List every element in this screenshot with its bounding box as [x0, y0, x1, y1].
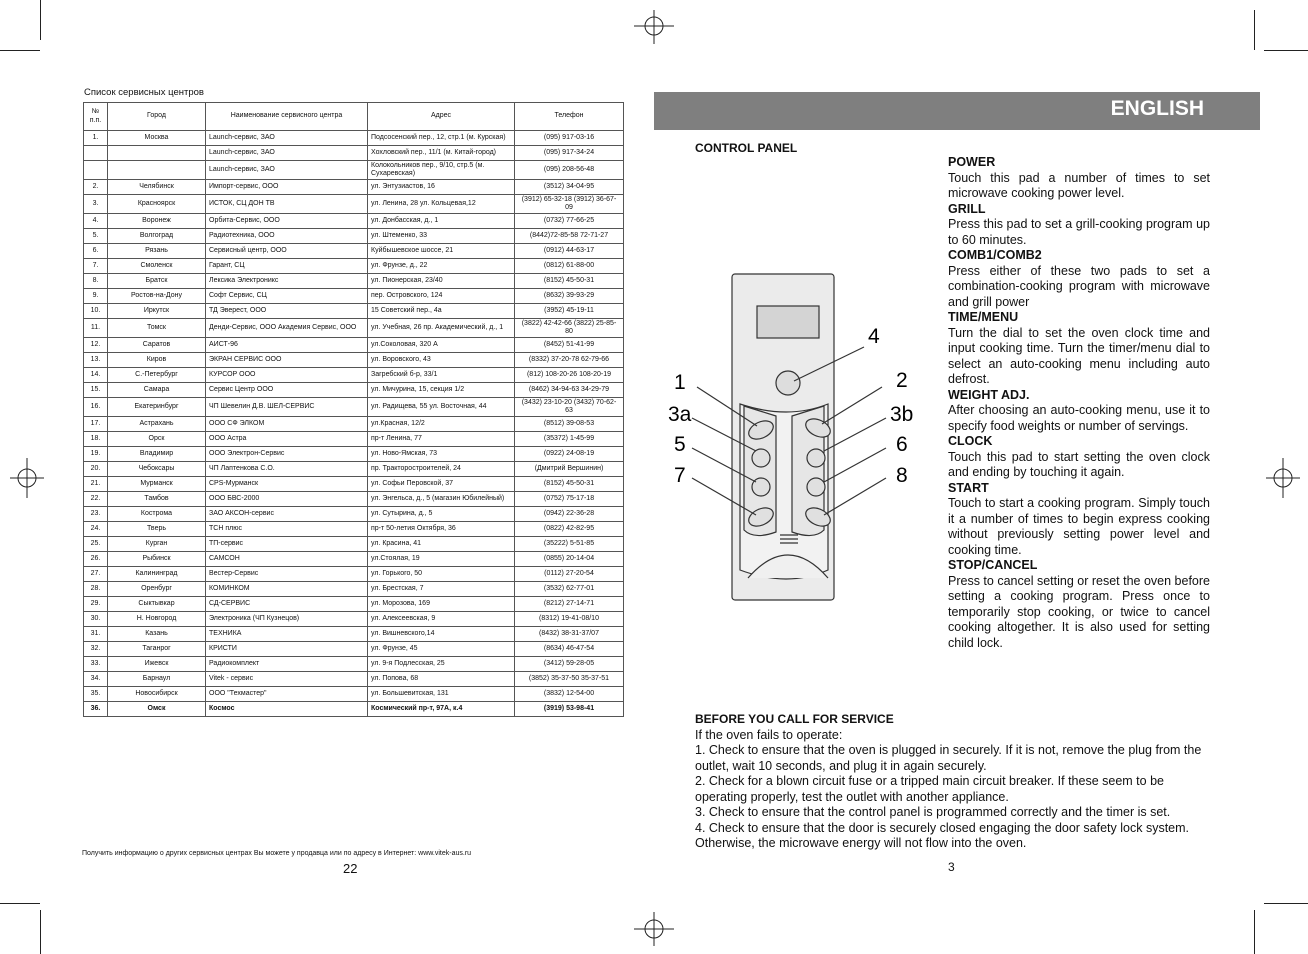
cell-name: СД-СЕРВИС — [206, 597, 368, 612]
cell-name: Vitek - сервис — [206, 672, 368, 687]
cell-phone: (8632) 39-93-29 — [515, 289, 624, 304]
control-panel-illustration — [664, 270, 924, 610]
cell-phone: (8312) 19-41-08/10 — [515, 612, 624, 627]
crop-mark — [1254, 10, 1255, 50]
cell-address: ул. Фрунзе, 45 — [368, 642, 515, 657]
desc-weight-adj: After choosing an auto-cooking menu, use it to specify food weights or number of servings. — [948, 403, 1210, 433]
cell-name: Launch-сервис, ЗАО — [206, 161, 368, 180]
service-line: 4. Check to ensure that the door is securely closed engaging the door safety lock system. Otherwise, the microwave energy will not flow into the oven. — [695, 820, 1190, 850]
cell-city: Астрахань — [108, 417, 206, 432]
cell-address: ул. Вишневского,14 — [368, 627, 515, 642]
cell-name: ЧП Лаптенкова С.О. — [206, 462, 368, 477]
table-row — [84, 432, 624, 447]
table-row — [84, 657, 624, 672]
cell-phone: (0922) 24-08-19 — [515, 447, 624, 462]
crop-mark — [1264, 50, 1308, 51]
desc-start: Touch to start a cooking program. Simply touch it a number of times to begin express cooking without previously setting power level and cooking time. — [948, 496, 1210, 557]
control-descriptions — [948, 155, 1210, 651]
table-row — [84, 319, 624, 338]
cell-city: Томск — [108, 319, 206, 338]
registration-mark — [1266, 458, 1300, 498]
cell-city: Кострома — [108, 507, 206, 522]
term-comb: COMB1/COMB2 — [948, 248, 1042, 262]
cell-city: Рязань — [108, 244, 206, 259]
cell-num: 21. — [84, 477, 108, 492]
cell-city: Иркутск — [108, 304, 206, 319]
cell-city: Самара — [108, 383, 206, 398]
control-panel-title: CONTROL PANEL — [695, 141, 798, 155]
cell-num: 30. — [84, 612, 108, 627]
cell-num: 20. — [84, 462, 108, 477]
column-header-num: № п.п. — [84, 103, 108, 131]
cell-name: Импорт-сервис, ООО — [206, 180, 368, 195]
table-row — [84, 627, 624, 642]
cell-address: ул.Красная, 12/2 — [368, 417, 515, 432]
table-row — [84, 642, 624, 657]
cell-phone: (Дмитрий Вершинин) — [515, 462, 624, 477]
table-row — [84, 462, 624, 477]
cell-name: КРИСТИ — [206, 642, 368, 657]
cell-address: Подсосенский пер., 12, стр.1 (м. Курская) — [368, 131, 515, 146]
cell-phone: (3412) 59-28-05 — [515, 657, 624, 672]
desc-grill: Press this pad to set a grill-cooking program up to 60 minutes. — [948, 217, 1210, 247]
cell-phone: (3832) 12-54-00 — [515, 687, 624, 702]
cell-name: ЭКРАН СЕРВИС ООО — [206, 353, 368, 368]
cell-num: 33. — [84, 657, 108, 672]
cell-name: САМСОН — [206, 552, 368, 567]
cell-name: Launch-сервис, ЗАО — [206, 131, 368, 146]
cell-phone: (0855) 20-14-04 — [515, 552, 624, 567]
cell-name: ЧП Шевелин Д.В. ШЕЛ-СЕРВИС — [206, 398, 368, 417]
cell-num: 28. — [84, 582, 108, 597]
service-section — [695, 712, 1211, 852]
cell-num: 15. — [84, 383, 108, 398]
callout-3a: 3a — [668, 403, 692, 426]
term-weight-adj: WEIGHT ADJ. — [948, 387, 1030, 402]
service-line: 3. Check to ensure that the control panel is programmed correctly and the timer is set. — [695, 805, 1171, 819]
cell-city: Киров — [108, 353, 206, 368]
cell-name: АИСТ-96 — [206, 338, 368, 353]
cell-city: Владимир — [108, 447, 206, 462]
cell-city: Смоленск — [108, 259, 206, 274]
cell-name: CPS-Мурманск — [206, 477, 368, 492]
cell-name: Сервис Центр ООО — [206, 383, 368, 398]
table-row — [84, 180, 624, 195]
crop-mark — [40, 0, 41, 40]
service-line: If the oven fails to operate: — [695, 727, 843, 742]
registration-mark — [634, 912, 674, 946]
cell-phone: (3912) 65-32-18 (3912) 36-67-09 — [515, 195, 624, 214]
cell-name: Радиокомплект — [206, 657, 368, 672]
cell-address: ул. Брестская, 7 — [368, 582, 515, 597]
table-row — [84, 522, 624, 537]
cell-address: пер. Островского, 124 — [368, 289, 515, 304]
cell-num: 8. — [84, 274, 108, 289]
cell-name: Орбита-Сервис, ООО — [206, 214, 368, 229]
cell-num: 5. — [84, 229, 108, 244]
cell-city — [108, 161, 206, 180]
cell-city: Калининград — [108, 567, 206, 582]
cell-address: ул. Алексеевская, 9 — [368, 612, 515, 627]
service-title: BEFORE YOU CALL FOR SERVICE — [695, 712, 894, 726]
cell-city: Волгоград — [108, 229, 206, 244]
table-row — [84, 537, 624, 552]
crop-mark — [0, 50, 40, 51]
language-label: ENGLISH — [1110, 97, 1204, 120]
crop-mark — [1254, 910, 1255, 954]
button-6 — [807, 449, 825, 467]
cell-num: 18. — [84, 432, 108, 447]
cell-name: Launch-сервис, ЗАО — [206, 146, 368, 161]
cell-name: ИСТОК, СЦ ДОН ТВ — [206, 195, 368, 214]
table-row — [84, 612, 624, 627]
cell-num: 11. — [84, 319, 108, 338]
cell-address: 15 Советский пер., 4а — [368, 304, 515, 319]
table-header-row — [84, 103, 624, 131]
cell-num: 23. — [84, 507, 108, 522]
cell-phone: (095) 917-03-16 — [515, 131, 624, 146]
cell-num: 10. — [84, 304, 108, 319]
cell-city: Новосибирск — [108, 687, 206, 702]
table-row — [84, 244, 624, 259]
cell-city: Оренбург — [108, 582, 206, 597]
cell-phone: (3852) 35-37-50 35-37-51 — [515, 672, 624, 687]
table-row — [84, 702, 624, 717]
cell-num: 31. — [84, 627, 108, 642]
cell-name: ТД Эверест, ООО — [206, 304, 368, 319]
button-8 — [807, 478, 825, 496]
desc-clock: Touch this pad to start setting the oven clock and ending by touching it again. — [948, 449, 1210, 479]
cell-num: 12. — [84, 338, 108, 353]
cell-city: Ижевск — [108, 657, 206, 672]
cell-address: Колокольников пер., 9/10, стр.5 (м. Сухаревская) — [368, 161, 515, 180]
cell-name: Космос — [206, 702, 368, 717]
callout-4: 4 — [868, 325, 880, 348]
table-row — [84, 417, 624, 432]
cell-address: ул. Красина, 41 — [368, 537, 515, 552]
cell-num: 22. — [84, 492, 108, 507]
cell-address: ул. Учебная, 26 пр. Академический, д., 1 — [368, 319, 515, 338]
cell-phone: (0812) 61-88-00 — [515, 259, 624, 274]
cell-phone: (3919) 53-98-41 — [515, 702, 624, 717]
desc-time-menu: Turn the dial to set the oven clock time and input cooking time. Turn the timer/menu dial to select an auto-cooking menu including auto defrost. — [948, 325, 1210, 386]
cell-city: Сыктывкар — [108, 597, 206, 612]
cell-num: 4. — [84, 214, 108, 229]
table-row — [84, 552, 624, 567]
callout-3b: 3b — [890, 403, 914, 426]
cell-num: 24. — [84, 522, 108, 537]
cell-num: 17. — [84, 417, 108, 432]
table-row — [84, 146, 624, 161]
cell-address: ул. Штеменко, 33 — [368, 229, 515, 244]
cell-phone: (8332) 37-20-78 62-79-66 — [515, 353, 624, 368]
registration-mark — [634, 10, 674, 44]
cell-city: Красноярск — [108, 195, 206, 214]
cell-name: Софт Сервис, СЦ — [206, 289, 368, 304]
callout-2: 2 — [896, 369, 908, 392]
cell-num: 1. — [84, 131, 108, 146]
cell-address: ул. Большевитская, 131 — [368, 687, 515, 702]
callout-8: 8 — [896, 464, 908, 487]
cell-num: 6. — [84, 244, 108, 259]
term-start: START — [948, 480, 989, 495]
cell-num: 16. — [84, 398, 108, 417]
callout-6: 6 — [896, 433, 908, 456]
column-header-address: Адрес — [368, 103, 515, 131]
service-line: 1. Check to ensure that the oven is plugged in securely. If it is not, remove the plug from the outlet, wait 10 seconds, and plug it in again securely. — [695, 743, 1202, 773]
cell-name: Лексика Электроникс — [206, 274, 368, 289]
table-row — [84, 582, 624, 597]
cell-phone: (0752) 75-17-18 — [515, 492, 624, 507]
cell-address: ул. Донбасская, д., 1 — [368, 214, 515, 229]
cell-num: 36. — [84, 702, 108, 717]
table-row — [84, 214, 624, 229]
button-5 — [752, 449, 770, 467]
table-row — [84, 567, 624, 582]
cell-phone: (35372) 1-45-99 — [515, 432, 624, 447]
cell-num: 9. — [84, 289, 108, 304]
cell-city: Саратов — [108, 338, 206, 353]
table-row — [84, 398, 624, 417]
table-row — [84, 447, 624, 462]
cell-address: Космический пр-т, 97А, к.4 — [368, 702, 515, 717]
cell-address: ул. Попова, 68 — [368, 672, 515, 687]
table-row — [84, 383, 624, 398]
cell-city: Челябинск — [108, 180, 206, 195]
desc-stop-cancel: Press to cancel setting or reset the oven before setting a cooking program. Press once to temporarily stop cooking, or twice to cancel cooking altogether. It is also used for setting child lock. — [948, 573, 1210, 650]
cell-city: Н. Новгород — [108, 612, 206, 627]
display-window — [757, 306, 819, 338]
cell-phone: (8442)72-85-58 72-71-27 — [515, 229, 624, 244]
cell-city: Ростов-на-Дону — [108, 289, 206, 304]
cell-phone: (0942) 22-36-28 — [515, 507, 624, 522]
cell-address: пр-т 50-летия Октября, 36 — [368, 522, 515, 537]
cell-address: ул. Софьи Перовской, 37 — [368, 477, 515, 492]
table-row — [84, 229, 624, 244]
page-number-right: 3 — [948, 860, 955, 874]
cell-address: Хохловский пер., 11/1 (м. Китай-город) — [368, 146, 515, 161]
cell-num: 13. — [84, 353, 108, 368]
cell-num: 7. — [84, 259, 108, 274]
cell-name: Вестер-Сервис — [206, 567, 368, 582]
cell-city: Москва — [108, 131, 206, 146]
cell-address: ул. Морозова, 169 — [368, 597, 515, 612]
cell-name: Денди-Сервис, ООО Академия Сервис, ООО — [206, 319, 368, 338]
cell-address: ул.Стоялая, 19 — [368, 552, 515, 567]
cell-city: Орск — [108, 432, 206, 447]
crop-mark — [40, 910, 41, 954]
cell-phone: (8634) 46-47-54 — [515, 642, 624, 657]
desc-power: Touch this pad a number of times to set microwave cooking power level. — [948, 170, 1210, 200]
cell-address: ул. Ново-Ямская, 73 — [368, 447, 515, 462]
cell-name: ООО Астра — [206, 432, 368, 447]
cell-address: Загребский б-р, 33/1 — [368, 368, 515, 383]
cell-phone: (8152) 45-50-31 — [515, 477, 624, 492]
table-row — [84, 195, 624, 214]
cell-num: 3. — [84, 195, 108, 214]
cell-name: ООО БВС-2000 — [206, 492, 368, 507]
cell-name: ТЕХНИКА — [206, 627, 368, 642]
callout-1: 1 — [674, 371, 686, 394]
cell-city: Екатеринбург — [108, 398, 206, 417]
cell-phone: (8212) 27-14-71 — [515, 597, 624, 612]
cell-phone: (8452) 51-41-99 — [515, 338, 624, 353]
cell-name: Сервисный центр, ООО — [206, 244, 368, 259]
dial-knob — [776, 371, 800, 395]
cell-address: ул. Пионерская, 23/40 — [368, 274, 515, 289]
cell-phone: (8152) 45-50-31 — [515, 274, 624, 289]
cell-address: ул. Фрунзе, д., 22 — [368, 259, 515, 274]
cell-phone: (0112) 27-20-54 — [515, 567, 624, 582]
cell-num — [84, 146, 108, 161]
cell-city: Воронеж — [108, 214, 206, 229]
cell-city: Рыбинск — [108, 552, 206, 567]
table-row — [84, 131, 624, 146]
cell-phone: (35222) 5-51-85 — [515, 537, 624, 552]
cell-phone: (0732) 77-66-25 — [515, 214, 624, 229]
cell-phone: (8462) 34-94-63 34-29-79 — [515, 383, 624, 398]
cell-city: Омск — [108, 702, 206, 717]
cell-city: Чебоксары — [108, 462, 206, 477]
cell-name: ТП-сервис — [206, 537, 368, 552]
term-grill: GRILL — [948, 201, 986, 216]
callout-5: 5 — [674, 433, 686, 456]
cell-city: Тверь — [108, 522, 206, 537]
registration-mark — [10, 458, 44, 498]
cell-address: ул. Горького, 50 — [368, 567, 515, 582]
cell-address: пр-т Ленина, 77 — [368, 432, 515, 447]
footnote: Получить информацию о других сервисных центрах Вы можете у продавца или по адресу в Интернет: www.vitek-aus.ru — [82, 850, 472, 857]
cell-city: Мурманск — [108, 477, 206, 492]
cell-city: Барнаул — [108, 672, 206, 687]
table-row — [84, 353, 624, 368]
cell-address: пр. Тракторостроителей, 24 — [368, 462, 515, 477]
language-banner — [654, 92, 1260, 130]
table-row — [84, 597, 624, 612]
table-row — [84, 289, 624, 304]
term-time-menu: TIME/MENU — [948, 310, 1019, 324]
cell-phone: (8432) 38-31-37/07 — [515, 627, 624, 642]
cell-phone: (095) 917-34-24 — [515, 146, 624, 161]
term-clock: CLOCK — [948, 434, 993, 448]
cell-address: ул. Мичурина, 15, секция 1/2 — [368, 383, 515, 398]
cell-num: 19. — [84, 447, 108, 462]
column-header-phone: Телефон — [515, 103, 624, 131]
desc-comb: Press either of these two pads to set a combination-cooking program with microwave and grill power — [948, 263, 1210, 309]
cell-name: КОМИНКОМ — [206, 582, 368, 597]
cell-address: Куйбышевское шоссе, 21 — [368, 244, 515, 259]
table-caption: Список сервисных центров — [84, 87, 204, 98]
table-row — [84, 492, 624, 507]
cell-city: С.-Петербург — [108, 368, 206, 383]
cell-name: ООО "Техмастер" — [206, 687, 368, 702]
cell-num: 29. — [84, 597, 108, 612]
cell-city — [108, 146, 206, 161]
callout-7: 7 — [674, 464, 686, 487]
service-line: 2. Check for a blown circuit fuse or a tripped main circuit breaker. If these seem to be operating properly, test the outlet with another appliance. — [695, 774, 1164, 804]
cell-num: 14. — [84, 368, 108, 383]
cell-phone: (3952) 45-19-11 — [515, 304, 624, 319]
table-row — [84, 687, 624, 702]
crop-mark — [1264, 903, 1308, 904]
cell-num: 27. — [84, 567, 108, 582]
cell-address: ул. Энгельса, д., 5 (магазин Юбилейный) — [368, 492, 515, 507]
cell-name: Гарант, СЦ — [206, 259, 368, 274]
cell-name: КУРСОР ООО — [206, 368, 368, 383]
cell-phone: (812) 108-20-26 108-20-19 — [515, 368, 624, 383]
cell-num: 35. — [84, 687, 108, 702]
cell-phone: (095) 208-56-48 — [515, 161, 624, 180]
cell-phone: (3512) 34-04-95 — [515, 180, 624, 195]
crop-mark — [0, 903, 40, 904]
table-body — [84, 131, 624, 717]
cell-name: Электроника (ЧП Кузнецов) — [206, 612, 368, 627]
column-header-name: Наименование сервисного центра — [206, 103, 368, 131]
table-row — [84, 672, 624, 687]
cell-city: Казань — [108, 627, 206, 642]
cell-name: ООО Электрон-Сервис — [206, 447, 368, 462]
column-header-city: Город — [108, 103, 206, 131]
table-row — [84, 368, 624, 383]
cell-address: ул. Сутырина, д., 5 — [368, 507, 515, 522]
page-number-left: 22 — [343, 861, 358, 876]
cell-address: ул.Соколовая, 320 А — [368, 338, 515, 353]
table-row — [84, 304, 624, 319]
cell-name: Радиотехника, ООО — [206, 229, 368, 244]
table-row — [84, 161, 624, 180]
table-row — [84, 274, 624, 289]
cell-phone: (3822) 42-42-66 (3822) 25-85-80 — [515, 319, 624, 338]
cell-num — [84, 161, 108, 180]
term-stop-cancel: STOP/CANCEL — [948, 558, 1038, 572]
table-row — [84, 507, 624, 522]
cell-address: ул. Энтузиастов, 16 — [368, 180, 515, 195]
cell-num: 34. — [84, 672, 108, 687]
service-centers-table — [83, 102, 624, 717]
cell-name: ТСН плюс — [206, 522, 368, 537]
table-row — [84, 338, 624, 353]
cell-phone: (8512) 39-08-53 — [515, 417, 624, 432]
cell-num: 26. — [84, 552, 108, 567]
cell-address: ул. 9-я Подлесская, 25 — [368, 657, 515, 672]
cell-num: 25. — [84, 537, 108, 552]
cell-city: Таганрог — [108, 642, 206, 657]
cell-name: ООО СФ ЭЛКОМ — [206, 417, 368, 432]
table-row — [84, 477, 624, 492]
cell-city: Братск — [108, 274, 206, 289]
cell-address: ул. Ленина, 28 ул. Кольцевая,12 — [368, 195, 515, 214]
cell-city: Тамбов — [108, 492, 206, 507]
cell-address: ул. Радищева, 55 ул. Восточная, 44 — [368, 398, 515, 417]
cell-phone: (3532) 62-77-01 — [515, 582, 624, 597]
cell-phone: (0912) 44-63-17 — [515, 244, 624, 259]
term-power: POWER — [948, 155, 996, 169]
cell-city: Курган — [108, 537, 206, 552]
cell-address: ул. Воровского, 43 — [368, 353, 515, 368]
cell-phone: (0822) 42-82-95 — [515, 522, 624, 537]
cell-num: 2. — [84, 180, 108, 195]
cell-num: 32. — [84, 642, 108, 657]
cell-name: ЗАО АКСОН-сервис — [206, 507, 368, 522]
cell-phone: (3432) 23-10-20 (3432) 70-62-63 — [515, 398, 624, 417]
table-row — [84, 259, 624, 274]
